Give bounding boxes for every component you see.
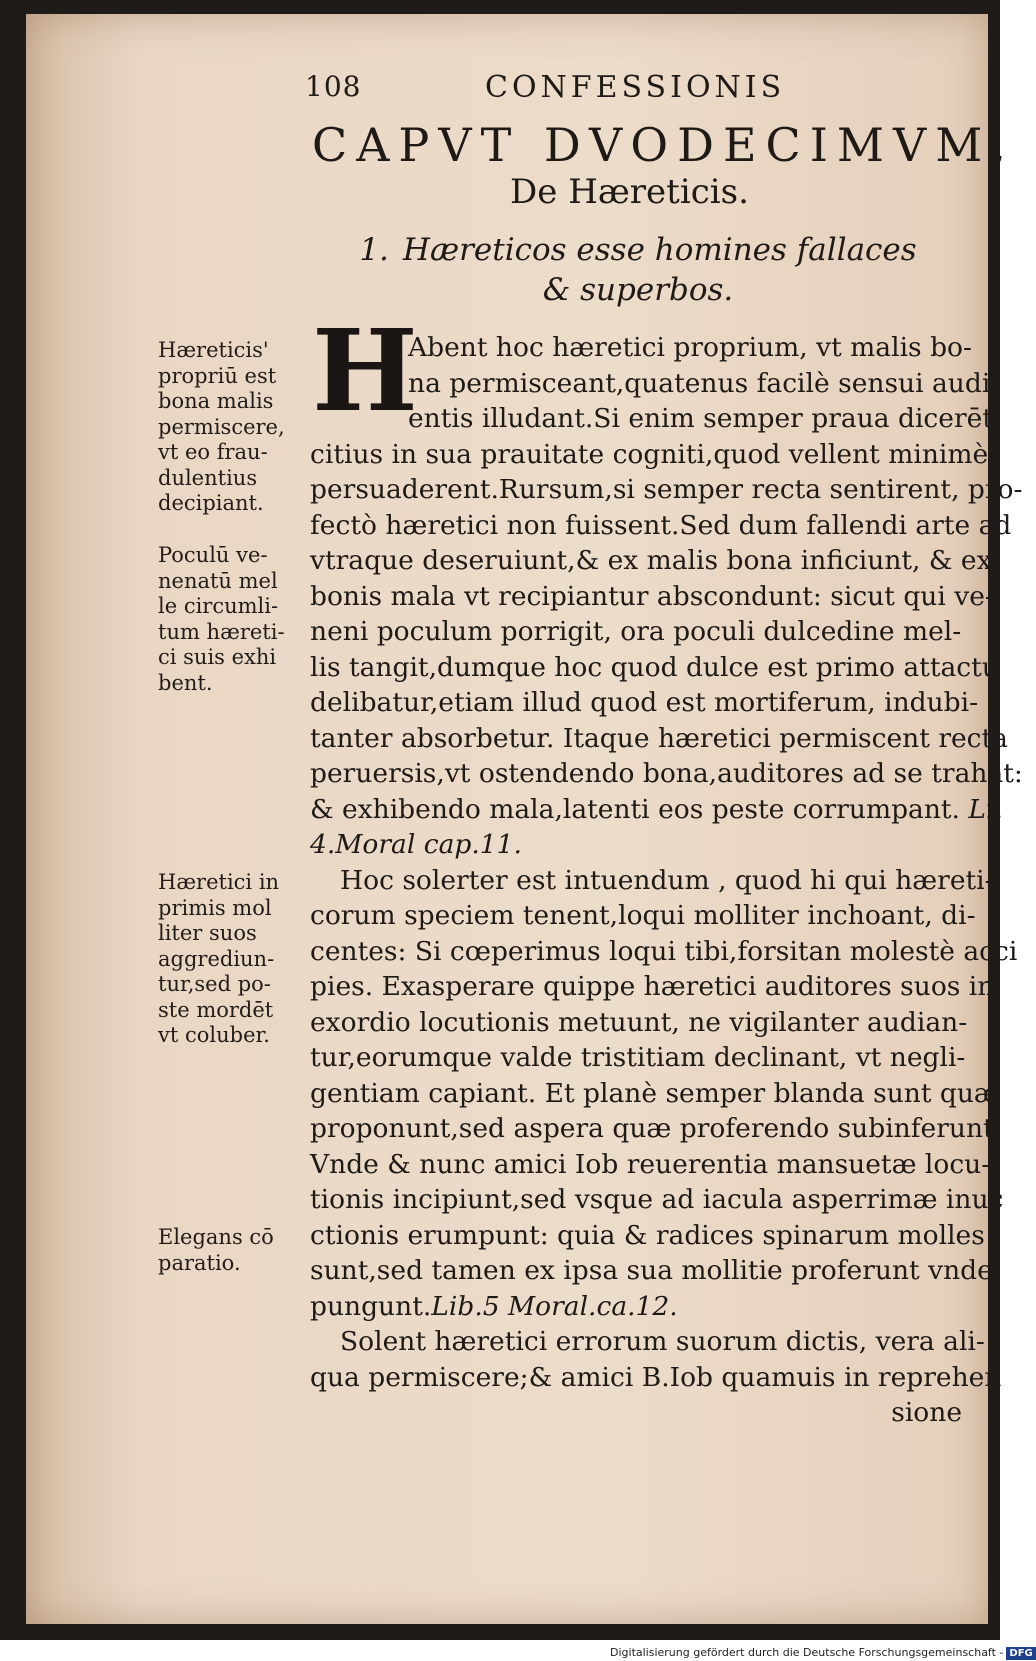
body-line [310,1289,962,1325]
margin-note-line: le circumli- [158,594,279,618]
body-line: entis illudant.Si enim semper praua dicerēt, [408,403,1002,434]
body-line: ctionis erumpunt: quia & radices spinarum molles [310,1219,985,1251]
body-line: exordio locutionis metuunt, ne vigilanter audian- [310,1006,968,1038]
body-line: centes: Si cœperimus loqui tibi,forsitan molestè acci [310,935,1018,967]
body-line: persuaderent.Rursum,si semper recta sentirent, pro- [310,474,1023,505]
margin-note-line: primis mol [158,895,272,920]
body-line-text: pungunt. [310,1290,432,1322]
margin-note-line: permiscere, [158,414,285,439]
margin-note-line: Poculū ve- [158,543,268,567]
margin-note-line: Hæretici in [158,870,280,894]
margin-note-line: nenatū mel [158,568,278,593]
drop-cap: H [312,306,418,437]
margin-note-line: paratio. [158,1250,241,1275]
body-line: Vnde & nunc amici Iob reuerentia mansuetæ locu- [310,1148,991,1180]
body-line: bonis mala vt recipiantur abscondunt: sicut qui ve- [310,580,994,612]
section-heading-text: Hæreticos esse homines fallaces & superbos. [402,232,917,308]
margin-note-line: ste mordēt [158,997,274,1022]
credit-text: Digitalisierung gefördert durch die Deutsche Forschungsgemeinschaft - [610,1646,1004,1659]
body-line: pies. Exasperare quippe hæretici auditores suos in [310,971,995,1002]
margin-note-line: vt eo frau- [158,440,268,464]
margin-note-line: vt coluber. [158,1023,270,1047]
chapter-subtitle: De Hæreticis. [510,172,749,212]
body-text [310,330,1023,1431]
margin-note-line: tur,sed po- [158,972,271,996]
running-head [305,70,785,110]
margin-note-line: decipiant. [158,491,264,515]
margin-note-line: bona malis [158,389,274,413]
body-line: delibatur,etiam illud quod est mortiferum, indubi- [310,687,979,718]
reference-citation: 4.Moral cap.11. [310,829,522,860]
dfg-logo: DFG [1006,1647,1035,1660]
body-line: citius in sua prauitate cogniti,quod vellent minimè [310,438,989,470]
body-line: gentiam capiant. Et planè semper blanda sunt quæ [310,1077,999,1109]
margin-note-line: dulentius [158,465,258,490]
body-line: vtraque deseruiunt,& ex malis bona inficiunt, & ex [310,545,992,576]
body-line: na permisceant,quatenus facilè sensui audi- [408,367,1000,399]
margin-note-line: Elegans cō [158,1225,274,1249]
margin-note [158,870,308,1049]
body-line: peruersis,vt ostendendo bona,auditores ad se trahāt: [310,758,1023,789]
body-line: fectò hæretici non fuissent.Sed dum fallendi arte ad [310,509,1012,541]
body-line: Solent hæretici errorum suorum dictis, vera ali- [340,1326,985,1357]
body-line-text: & exhibendo mala,latenti eos peste corrumpant. [310,793,960,825]
catchword: sione [891,1397,962,1428]
body-line: tur,eorumque valde tristitiam declinant, vt negli- [310,1042,966,1073]
body-line: sunt,sed tamen ex ipsa sua mollitie proferunt vnde [310,1255,993,1286]
margin-note-line: tum hæreti- [158,619,285,644]
margin-note [158,338,308,517]
running-title: CONFESSIONIS [485,70,786,105]
digitization-credit [610,1644,1033,1661]
body-line: corum speciem tenent,loqui molliter inchoant, di- [310,900,976,931]
margin-note-line: ci suis exhi [158,645,277,669]
reference-citation: Li. [968,793,1003,825]
section-number: 1. [359,232,389,268]
margin-note-line: propriū est [158,363,277,388]
page-number: 108 [305,70,362,103]
margin-note [158,1225,308,1276]
margin-note-line: aggrediun- [158,946,275,971]
body-line: Abent hoc hæretici proprium, vt malis bo- [408,332,972,363]
body-line: tanter absorbetur. Itaque hæretici permiscent recta [310,722,1008,754]
margin-note-line: liter suos [158,921,257,945]
reference-citation: Lib.5 Moral.ca.12. [431,1290,678,1322]
body-line: proponunt,sed aspera quæ proferendo subinferunt. [310,1113,1003,1144]
chapter-title: CAPVT DVODECIMVM, [312,118,1015,172]
body-line: tionis incipiunt,sed vsque ad iacula asperrimæ inuc [310,1184,1004,1215]
body-line: qua permiscere;& amici B.Iob quamuis in reprehen [310,1361,1002,1393]
body-line: Hoc solerter est intuendum , quod hi qui hæreti- [340,864,994,896]
section-heading [358,230,918,310]
margin-note-line: Hæreticis' [158,338,269,362]
margin-note-line: bent. [158,670,213,695]
body-line: neni poculum porrigit, ora poculi dulcedine mel- [310,616,962,647]
body-line [310,792,1003,828]
body-line: lis tangit,dumque hoc quod dulce est primo attactu [310,651,999,683]
margin-note [158,543,308,696]
